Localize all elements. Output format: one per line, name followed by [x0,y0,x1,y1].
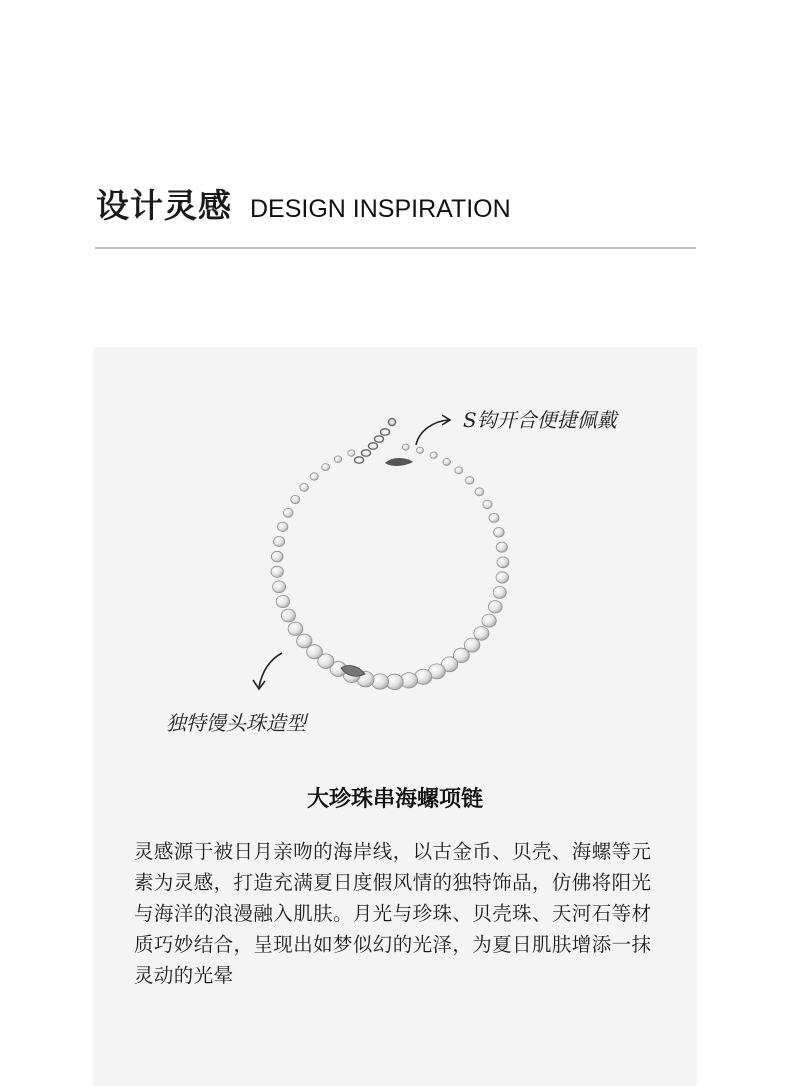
pearl-bead [493,586,506,598]
pearl-bead [402,444,409,450]
pearl-bead [496,542,507,552]
pearl-bead [288,622,303,635]
s-hook-clasp [385,458,413,466]
product-description: 灵感源于被日月亲吻的海岸线，以古金币、贝壳、海螺等元素为灵感，打造充满夏日度假风情的独特饰品，仿佛将阳光与海洋的浪漫融入肌肤。月光与珍珠、贝壳珠、天河石等材质巧妙结合，呈现出如梦似幻的光泽，为夏日肌肤增添一抹灵动的光晕 [134,840,652,987]
pearl-bead [466,477,474,484]
header-divider [95,247,696,249]
clasp-annotation: S钩开合便捷佩戴 [463,408,617,432]
pearl-bead [488,601,502,613]
pearl-bead [483,500,492,508]
pearl-bead [271,566,283,577]
section-title-cn: 设计灵感 [96,186,232,225]
pearl-bead [348,450,355,456]
pearl-bead [322,464,330,471]
pearl-bead [430,452,437,458]
section-header [96,180,511,227]
pearl-bead [310,473,318,480]
pearl-bead [291,495,300,503]
pearl-bead [417,447,424,453]
pearl-bead [273,581,286,593]
pearl-bead [474,627,489,641]
pearl-bead [297,634,312,648]
bead-arrow [259,653,282,687]
pearl-bead [482,614,496,627]
pearl-bead [274,537,285,547]
pearl-bead [497,557,509,568]
pearl-bead [443,459,451,466]
pearl-bead [489,513,499,522]
pearl-bead [475,488,484,496]
pearl-bead [494,528,505,538]
pearl-bead [271,551,283,562]
pearl-bead [455,467,463,474]
pearl-bead [334,456,341,463]
product-name: 大珍珠串海螺项链 [306,787,483,812]
pearl-beads [271,444,509,690]
bead-annotation: 独特馒头珠造型 [166,711,306,735]
pearl-bead [283,508,293,517]
chain-links [355,418,396,463]
pearl-bead [278,522,288,531]
section-title-en: DESIGN INSPIRATION [250,195,511,223]
pearl-bead [281,609,295,622]
pearl-bead [300,484,309,492]
pearl-bead [276,595,290,607]
pearl-bead [496,572,509,583]
